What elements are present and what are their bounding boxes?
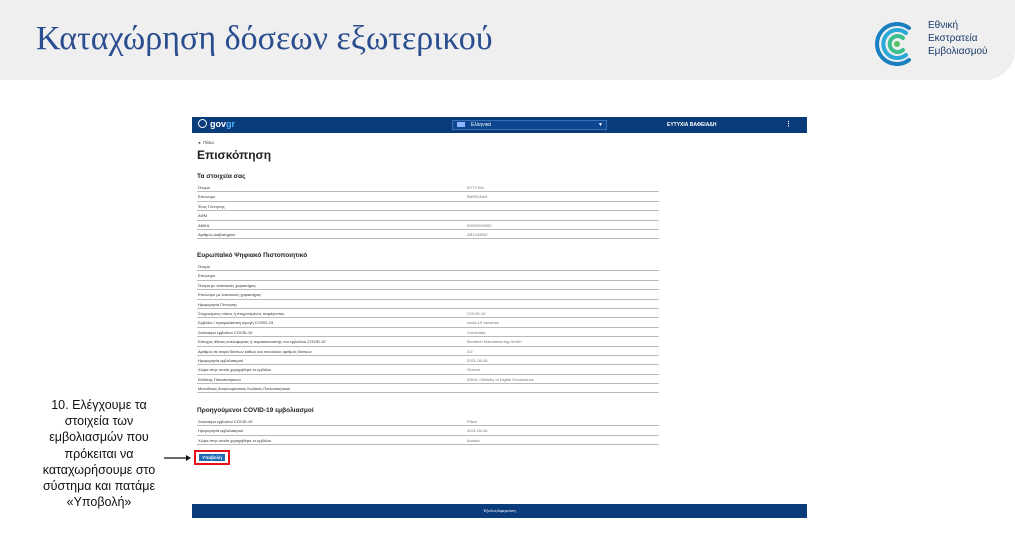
row-value: 2021-06-06: [467, 428, 488, 434]
row-label: Χώρα στην οποία χορηγήθηκε το εμβόλιο: [198, 437, 272, 443]
section-title-personal: Τα στοιχεία σας: [197, 173, 246, 180]
row-label: Επώνυμο: [198, 273, 216, 279]
row-label: Κάτοχος άδειας κυκλοφορίας ή παρασκευαστής του εμβολίου COVID-19: [198, 339, 326, 345]
logo-text: [928, 19, 988, 58]
row-value: 2021-06-06: [467, 357, 488, 363]
row-label: Στοχευόμενη νόσος ή στοχευόμενος παράγοντας: [198, 310, 285, 316]
row-value: covid-19 vaccines: [467, 320, 499, 326]
row-label: Σκεύασμα εμβολίου COVID-19: [198, 329, 253, 335]
brand-gov: gov: [210, 119, 227, 129]
table-row: [197, 262, 659, 271]
language-select[interactable]: [452, 120, 607, 130]
row-label: Ημερομηνία εμβολιασμού: [198, 357, 244, 363]
chevron-down-icon: ▼: [598, 122, 603, 128]
row-label: Επώνυμο: [198, 194, 216, 200]
instruction-text: 10. Ελέγχουμε τα στοιχεία των εμβολιασμών που πρόκειται να καταχωρήσουμε στο σύστημα και πατάμε «Υποβολή»: [42, 398, 156, 510]
row-value: Pfizer: [467, 419, 478, 424]
row-label: Όνομα με λατινικούς χαρακτήρες: [198, 282, 256, 288]
footer-bar: [192, 504, 807, 518]
back-label: Πίσω: [203, 140, 214, 145]
table-row: [197, 375, 659, 384]
logo-line: Εμβολιασμού: [928, 46, 988, 57]
table-row: [197, 365, 659, 374]
user-name[interactable]: ΕΥΤΥΧΙΑ ΒΑΦΕΙΑΔΗ: [667, 122, 717, 128]
row-label: Χώρα στην οποία χορηγήθηκε το εμβόλιο: [198, 367, 272, 373]
section-title-previous: Προηγούμενοι COVID-19 εμβολιασμοί: [197, 407, 314, 414]
table-row: [197, 426, 659, 435]
row-label: ΑΜΚΑ: [198, 222, 210, 228]
table-row: [197, 328, 659, 337]
gov-gr-logo[interactable]: [198, 119, 235, 129]
row-value: Comirnaty: [467, 329, 486, 335]
table-row: [197, 271, 659, 280]
row-label: Μοναδικός Αναγνωριστικός Κωδικός Πιστοποιητικού: [198, 386, 291, 392]
row-value: COVID-19: [467, 310, 486, 316]
personal-table: [197, 183, 659, 239]
table-row: [197, 230, 659, 239]
table-row: [197, 347, 659, 356]
table-row: [197, 384, 659, 393]
logout-link[interactable]: Έξοδος/Αφερεύση: [483, 508, 516, 513]
section-title-certificate: Ευρωπαϊκό Ψηφιακό Πιστοποιητικό: [197, 252, 308, 259]
table-row: [197, 318, 659, 327]
submit-button[interactable]: Υποβολή: [199, 454, 225, 461]
logo-line: Εκστρατεία: [928, 33, 978, 44]
table-row: [197, 221, 659, 230]
submit-highlight: [194, 450, 230, 465]
table-row: [197, 290, 659, 299]
table-row: [197, 211, 659, 220]
row-label: Όνομα: [198, 264, 210, 269]
table-row: [197, 281, 659, 290]
table-row: [197, 192, 659, 201]
row-value: 00000000000: [467, 222, 492, 228]
table-row: [197, 417, 659, 426]
row-label: Σκεύασμα εμβολίου COVID-19: [198, 419, 253, 424]
row-value: Biontech Manufacturing GmbH: [467, 339, 522, 345]
row-label: Αριθμός Διαβατηρίου: [198, 231, 236, 237]
page-heading: Επισκόπηση: [197, 148, 272, 162]
brand-gr: gr: [226, 119, 236, 129]
table-row: [197, 202, 659, 211]
chevron-left-icon: ◂: [198, 140, 201, 145]
campaign-logo: [873, 16, 1003, 72]
row-label: Αριθμός σε σειρά δόσεων καθώς και συνολικός αριθμός δόσεων: [198, 348, 312, 354]
app-header: [192, 117, 807, 133]
row-label: Όνομα: [198, 185, 210, 190]
row-label: Ημερομηνία εμβολιασμού: [198, 428, 244, 434]
table-row: [197, 309, 659, 318]
row-value: ΕΥΤΥΧΙΑ: [467, 185, 484, 190]
row-value: Greece: [467, 367, 481, 373]
logo-line: Εθνική: [928, 20, 959, 31]
row-label: Εκδότης Πιστοποιητικού: [198, 376, 241, 382]
language-value: Ελληνικά: [471, 122, 492, 128]
row-value: 2/2: [467, 348, 473, 354]
certificate-table: [197, 262, 659, 393]
kebab-icon[interactable]: ⋮: [785, 121, 792, 128]
row-value: IDIKA / Ministry of Digital Governance: [467, 376, 534, 382]
row-label: Εμβόλιο / προφυλακτική αγωγή COVID-19: [198, 320, 274, 326]
table-row: [197, 337, 659, 346]
flag-icon: [457, 122, 465, 127]
table-row: [197, 183, 659, 192]
row-value: Austria: [467, 437, 480, 443]
row-label: Ημερομηνία Γέννησης: [198, 301, 238, 307]
app-screenshot: [192, 117, 807, 518]
row-label: ΑΦΜ: [198, 213, 208, 219]
table-row: [197, 436, 659, 445]
row-label: Έτος Γέννησης: [198, 203, 225, 209]
table-row: [197, 356, 659, 365]
campaign-logo-icon: [873, 16, 923, 72]
row-value: AB1234567: [467, 231, 488, 237]
slide-title: Καταχώρηση δόσεων εξωτερικού: [36, 20, 493, 57]
row-value: ΒΑΦΕΙΑΔΗ: [467, 194, 488, 200]
table-row: [197, 300, 659, 309]
previous-table: [197, 417, 659, 445]
back-link[interactable]: [198, 140, 214, 146]
arrow-right-icon: [162, 453, 192, 463]
row-label: Επώνυμο με λατινικούς χαρακτήρες: [198, 292, 262, 298]
emblem-icon: [198, 119, 207, 128]
